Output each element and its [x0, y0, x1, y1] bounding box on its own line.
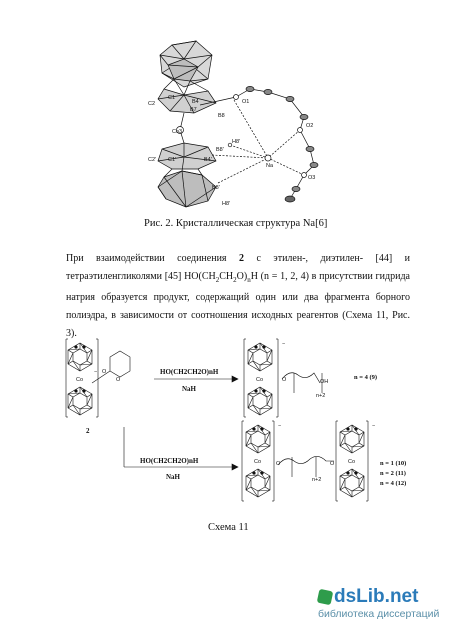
scheme-o-9: O — [282, 377, 287, 383]
dslib-watermark[interactable] — [318, 586, 443, 620]
scheme-n-plus-9: n+2 — [316, 393, 326, 399]
paragraph-line-3: натрия образуется продукт, содержащий один или два фрагмента борного — [66, 292, 410, 303]
paragraph-line-1: При взаимодействии соединения 2 с этилен-, диэтилен- [44] и — [66, 253, 411, 264]
scheme-co-2: Co — [76, 377, 84, 383]
body-paragraph — [66, 250, 410, 343]
scheme-co-10-left: Co — [254, 459, 262, 465]
atom-label-h8-prime: H8' — [232, 139, 241, 145]
crystal-structure-figure — [138, 37, 353, 215]
scheme-oh-9: OH — [320, 379, 329, 385]
scheme-co-9: Co — [256, 377, 264, 383]
scheme-11 — [50, 335, 410, 525]
scheme-reagent-top: HO(CH2CH2O)nH — [160, 368, 219, 376]
atom-label-b4: B4 — [192, 99, 199, 105]
scheme-o-2: O — [116, 377, 121, 383]
atom-label-b7: B7 — [190, 107, 197, 113]
scheme-o-10-left: O — [276, 461, 281, 467]
scheme-result-top: n = 4 (9) — [354, 374, 378, 381]
scheme-charge-9: − — [282, 341, 286, 347]
atom-label-co3: Co3 — [172, 129, 183, 135]
scheme-result-11: n = 2 (11) — [380, 470, 406, 477]
dslib-subtitle: библиотека диссертаций — [318, 608, 440, 620]
scheme-compound-label: 2 — [86, 427, 90, 435]
atom-label-o2: O2 — [306, 123, 314, 129]
scheme-n-minus-10: n+2 — [312, 477, 322, 483]
scheme-result-12: n = 4 (12) — [380, 480, 407, 487]
dslib-brand: dsLib.net — [318, 586, 443, 608]
atom-label-b8-second: B8' — [212, 185, 220, 191]
scheme-11-caption: Схема 11 — [208, 522, 249, 533]
atom-label-b4-prime: B4' — [204, 157, 212, 163]
scheme-base-top: NaH — [182, 385, 196, 393]
scheme-base-bottom: NaH — [166, 473, 180, 481]
scheme-co-10-right: Co — [348, 459, 356, 465]
atom-label-h8-second: H8' — [222, 201, 231, 207]
scheme-charge-10-left: − — [278, 423, 282, 429]
atom-label-na: Na — [266, 163, 274, 169]
scheme-o-10-right: O — [330, 461, 335, 467]
atom-label-c2-prime: C2' — [148, 157, 157, 163]
atom-label-o3: O3 — [308, 175, 316, 181]
paragraph-line-2: тетраэтиленгликолями [45] $HO(CH_2CH_2O)_nH$ (n = 1, 2, 4) в присутствии гидрида — [66, 271, 410, 284]
atom-label-o1: O1 — [242, 99, 250, 105]
atom-label-c1-prime: C1' — [168, 157, 177, 163]
scheme-result-10: n = 1 (10) — [380, 460, 407, 467]
scheme-charge-2: − — [94, 369, 98, 375]
atom-label-b8: B8 — [218, 113, 225, 119]
atom-label-b8-prime: B8' — [216, 147, 224, 153]
top-carborane-cage — [158, 41, 216, 113]
figure-2-caption: Рис. 2. Кристаллическая структура Na[6] — [144, 218, 328, 229]
atom-label-c2: C2 — [148, 101, 156, 107]
scheme-reagent-bottom: HO(CH2CH2O)nH — [140, 457, 199, 465]
scheme-o-1: O — [102, 369, 107, 375]
atom-label-c1: C1 — [168, 95, 176, 101]
paragraph-line-4: полиэдра, в зависимости от соотношения исходных реагентов (Схема 11, Рис. 3). — [66, 310, 410, 339]
bottom-carborane-cage — [158, 143, 216, 207]
scheme-charge-10-right: − — [372, 423, 376, 429]
dslib-logo-icon — [317, 589, 334, 606]
